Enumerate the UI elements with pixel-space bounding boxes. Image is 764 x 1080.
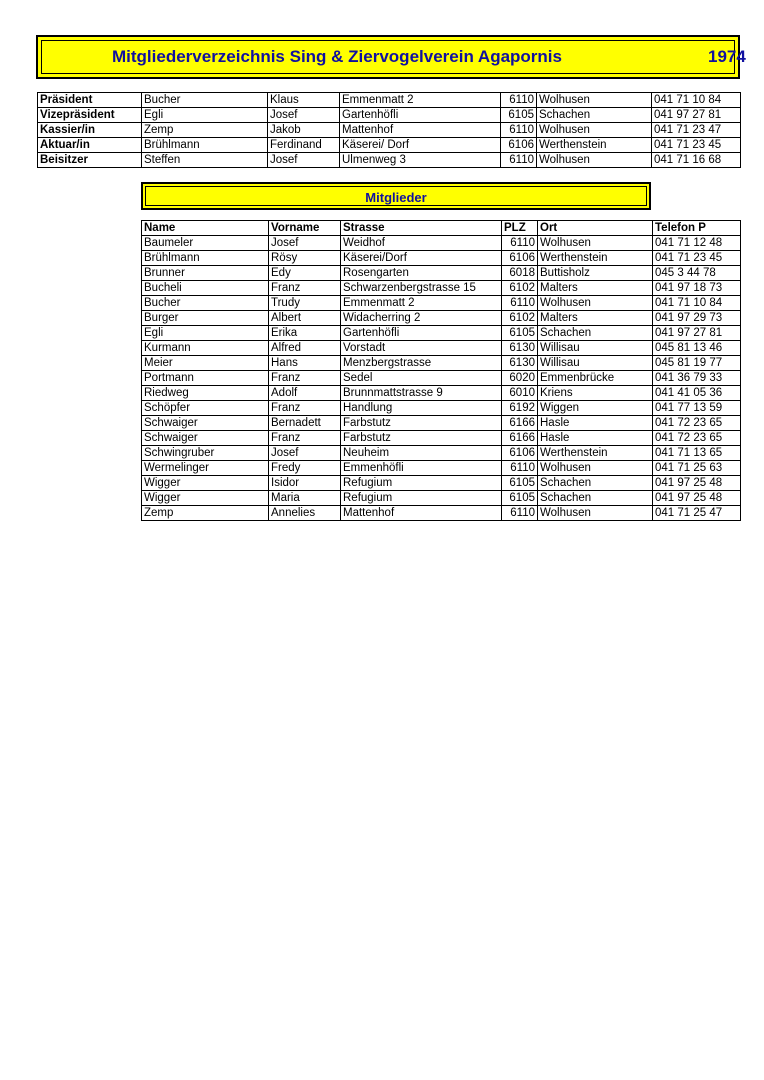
member-plz: 6105: [502, 491, 538, 506]
member-name: Wermelinger: [142, 461, 269, 476]
members-section-banner: [141, 182, 651, 210]
board-telefon: 041 71 23 45: [652, 138, 741, 153]
member-telefon: 041 97 18 73: [653, 281, 741, 296]
board-ort: Wolhusen: [537, 153, 652, 168]
board-table: [37, 92, 741, 168]
board-ort: Wolhusen: [537, 93, 652, 108]
member-row: [142, 311, 741, 326]
member-vorname: Trudy: [269, 296, 341, 311]
member-name: Meier: [142, 356, 269, 371]
board-role: Aktuar/in: [38, 138, 142, 153]
member-strasse: Menzbergstrasse: [341, 356, 502, 371]
board-row: [38, 93, 741, 108]
member-ort: Malters: [538, 281, 653, 296]
member-name: Brunner: [142, 266, 269, 281]
member-name: Schöpfer: [142, 401, 269, 416]
member-row: [142, 356, 741, 371]
member-row: [142, 491, 741, 506]
member-plz: 6105: [502, 476, 538, 491]
board-ort: Wolhusen: [537, 123, 652, 138]
member-ort: Buttisholz: [538, 266, 653, 281]
board-plz: 6110: [501, 123, 537, 138]
member-ort: Schachen: [538, 476, 653, 491]
board-telefon: 041 71 10 84: [652, 93, 741, 108]
member-name: Burger: [142, 311, 269, 326]
member-plz: 6110: [502, 236, 538, 251]
member-telefon: 041 97 25 48: [653, 491, 741, 506]
member-row: [142, 476, 741, 491]
member-strasse: Vorstadt: [341, 341, 502, 356]
member-plz: 6106: [502, 251, 538, 266]
member-telefon: 041 71 25 47: [653, 506, 741, 521]
board-name: Brühlmann: [142, 138, 268, 153]
member-telefon: 045 3 44 78: [653, 266, 741, 281]
member-vorname: Josef: [269, 236, 341, 251]
member-row: [142, 266, 741, 281]
member-ort: Wiggen: [538, 401, 653, 416]
member-vorname: Fredy: [269, 461, 341, 476]
members-table-body: [142, 236, 741, 521]
member-strasse: Neuheim: [341, 446, 502, 461]
member-telefon: 041 41 05 36: [653, 386, 741, 401]
board-telefon: 041 97 27 81: [652, 108, 741, 123]
member-name: Bucher: [142, 296, 269, 311]
member-vorname: Bernadett: [269, 416, 341, 431]
member-name: Bucheli: [142, 281, 269, 296]
board-plz: 6110: [501, 93, 537, 108]
member-plz: 6166: [502, 416, 538, 431]
title-banner: [36, 35, 746, 79]
member-name: Kurmann: [142, 341, 269, 356]
member-plz: 6130: [502, 356, 538, 371]
member-ort: Willisau: [538, 356, 653, 371]
member-telefon: 041 97 29 73: [653, 311, 741, 326]
member-row: [142, 326, 741, 341]
member-strasse: Widacherring 2: [341, 311, 502, 326]
member-row: [142, 506, 741, 521]
member-ort: Wolhusen: [538, 506, 653, 521]
member-ort: Wolhusen: [538, 461, 653, 476]
member-plz: 6018: [502, 266, 538, 281]
board-role: Präsident: [38, 93, 142, 108]
member-vorname: Franz: [269, 431, 341, 446]
board-vorname: Josef: [268, 153, 340, 168]
member-telefon: 045 81 13 46: [653, 341, 741, 356]
page-title: Mitgliederverzeichnis Sing & Ziervogelverein Agapornis: [112, 47, 562, 66]
member-plz: 6110: [502, 296, 538, 311]
board-row: [38, 138, 741, 153]
member-row: [142, 401, 741, 416]
member-strasse: Weidhof: [341, 236, 502, 251]
member-vorname: Josef: [269, 446, 341, 461]
member-name: Wigger: [142, 476, 269, 491]
member-telefon: 041 72 23 65: [653, 416, 741, 431]
board-role: Kassier/in: [38, 123, 142, 138]
member-row: [142, 281, 741, 296]
member-strasse: Gartenhöfli: [341, 326, 502, 341]
header-vorname: Vorname: [269, 221, 341, 236]
member-ort: Schachen: [538, 491, 653, 506]
member-vorname: Franz: [269, 371, 341, 386]
board-strasse: Emmenmatt 2: [340, 93, 501, 108]
member-strasse: Emmenhöfli: [341, 461, 502, 476]
member-ort: Werthenstein: [538, 446, 653, 461]
member-strasse: Brunnmattstrasse 9: [341, 386, 502, 401]
page-year: 1974: [708, 47, 746, 66]
member-row: [142, 461, 741, 476]
member-ort: Wolhusen: [538, 296, 653, 311]
member-vorname: Albert: [269, 311, 341, 326]
header-strasse: Strasse: [341, 221, 502, 236]
member-name: Baumeler: [142, 236, 269, 251]
member-ort: Malters: [538, 311, 653, 326]
member-strasse: Refugium: [341, 476, 502, 491]
member-plz: 6110: [502, 461, 538, 476]
board-strasse: Käserei/ Dorf: [340, 138, 501, 153]
members-header-row: [142, 221, 741, 236]
member-vorname: Hans: [269, 356, 341, 371]
board-plz: 6106: [501, 138, 537, 153]
member-name: Zemp: [142, 506, 269, 521]
member-telefon: 041 71 25 63: [653, 461, 741, 476]
board-name: Egli: [142, 108, 268, 123]
member-name: Schwaiger: [142, 431, 269, 446]
member-plz: 6110: [502, 506, 538, 521]
header-ort: Ort: [538, 221, 653, 236]
member-strasse: Emmenmatt 2: [341, 296, 502, 311]
member-vorname: Erika: [269, 326, 341, 341]
member-strasse: Rosengarten: [341, 266, 502, 281]
member-plz: 6020: [502, 371, 538, 386]
member-plz: 6192: [502, 401, 538, 416]
member-vorname: Annelies: [269, 506, 341, 521]
board-name: Steffen: [142, 153, 268, 168]
board-strasse: Mattenhof: [340, 123, 501, 138]
member-name: Egli: [142, 326, 269, 341]
member-ort: Kriens: [538, 386, 653, 401]
member-row: [142, 446, 741, 461]
member-telefon: 041 71 10 84: [653, 296, 741, 311]
board-plz: 6110: [501, 153, 537, 168]
member-row: [142, 431, 741, 446]
board-vorname: Klaus: [268, 93, 340, 108]
board-vorname: Josef: [268, 108, 340, 123]
board-row: [38, 123, 741, 138]
member-vorname: Maria: [269, 491, 341, 506]
member-plz: 6130: [502, 341, 538, 356]
member-strasse: Sedel: [341, 371, 502, 386]
member-name: Schwaiger: [142, 416, 269, 431]
board-telefon: 041 71 16 68: [652, 153, 741, 168]
member-ort: Hasle: [538, 431, 653, 446]
header-plz: PLZ: [502, 221, 538, 236]
member-row: [142, 416, 741, 431]
member-ort: Wolhusen: [538, 236, 653, 251]
board-strasse: Gartenhöfli: [340, 108, 501, 123]
member-row: [142, 371, 741, 386]
member-telefon: 041 97 27 81: [653, 326, 741, 341]
member-row: [142, 341, 741, 356]
member-row: [142, 236, 741, 251]
member-telefon: 041 71 23 45: [653, 251, 741, 266]
member-telefon: 041 71 13 65: [653, 446, 741, 461]
member-ort: Werthenstein: [538, 251, 653, 266]
board-row: [38, 108, 741, 123]
member-vorname: Rösy: [269, 251, 341, 266]
member-plz: 6010: [502, 386, 538, 401]
member-plz: 6102: [502, 311, 538, 326]
board-telefon: 041 71 23 47: [652, 123, 741, 138]
member-row: [142, 251, 741, 266]
member-name: Portmann: [142, 371, 269, 386]
member-name: Wigger: [142, 491, 269, 506]
member-telefon: 045 81 19 77: [653, 356, 741, 371]
board-ort: Schachen: [537, 108, 652, 123]
member-telefon: 041 71 12 48: [653, 236, 741, 251]
member-vorname: Franz: [269, 401, 341, 416]
members-table: [141, 220, 741, 521]
board-row: [38, 153, 741, 168]
board-name: Bucher: [142, 93, 268, 108]
member-ort: Hasle: [538, 416, 653, 431]
member-plz: 6166: [502, 431, 538, 446]
member-telefon: 041 36 79 33: [653, 371, 741, 386]
board-ort: Werthenstein: [537, 138, 652, 153]
member-vorname: Adolf: [269, 386, 341, 401]
member-vorname: Isidor: [269, 476, 341, 491]
member-strasse: Schwarzenbergstrasse 15: [341, 281, 502, 296]
member-ort: Willisau: [538, 341, 653, 356]
board-role: Vizepräsident: [38, 108, 142, 123]
member-vorname: Franz: [269, 281, 341, 296]
member-name: Schwingruber: [142, 446, 269, 461]
member-name: Brühlmann: [142, 251, 269, 266]
board-strasse: Ulmenweg 3: [340, 153, 501, 168]
header-telefon: Telefon P: [653, 221, 741, 236]
member-vorname: Alfred: [269, 341, 341, 356]
member-strasse: Mattenhof: [341, 506, 502, 521]
member-plz: 6106: [502, 446, 538, 461]
member-plz: 6102: [502, 281, 538, 296]
member-row: [142, 386, 741, 401]
member-strasse: Handlung: [341, 401, 502, 416]
member-plz: 6105: [502, 326, 538, 341]
member-strasse: Käserei/Dorf: [341, 251, 502, 266]
board-name: Zemp: [142, 123, 268, 138]
member-telefon: 041 97 25 48: [653, 476, 741, 491]
member-strasse: Farbstutz: [341, 431, 502, 446]
member-strasse: Refugium: [341, 491, 502, 506]
board-plz: 6105: [501, 108, 537, 123]
member-row: [142, 296, 741, 311]
board-vorname: Jakob: [268, 123, 340, 138]
member-vorname: Edy: [269, 266, 341, 281]
member-name: Riedweg: [142, 386, 269, 401]
member-ort: Emmenbrücke: [538, 371, 653, 386]
board-role: Beisitzer: [38, 153, 142, 168]
board-table-body: [38, 93, 741, 168]
members-section-title: Mitglieder: [365, 190, 427, 205]
board-vorname: Ferdinand: [268, 138, 340, 153]
member-telefon: 041 77 13 59: [653, 401, 741, 416]
member-telefon: 041 72 23 65: [653, 431, 741, 446]
member-strasse: Farbstutz: [341, 416, 502, 431]
header-name: Name: [142, 221, 269, 236]
member-ort: Schachen: [538, 326, 653, 341]
